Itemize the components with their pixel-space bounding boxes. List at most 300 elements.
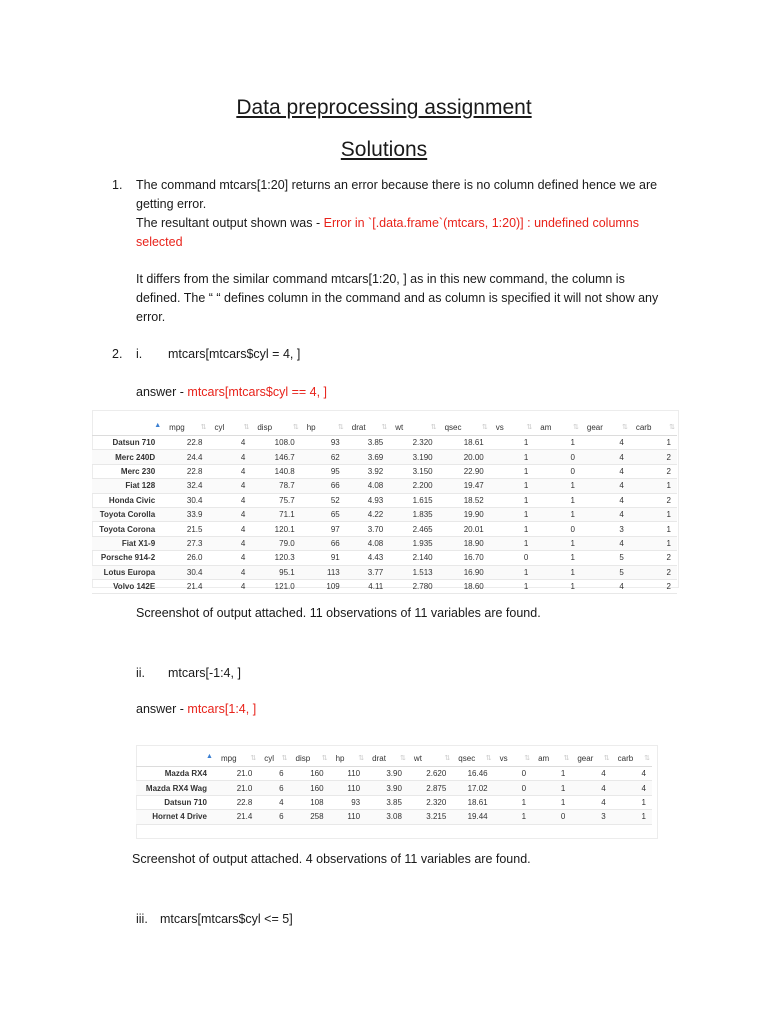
table1 — [92, 419, 677, 594]
table-cell-carb: 2 — [630, 579, 677, 593]
table-cell-disp: 95.1 — [251, 565, 300, 579]
table1-header-wt[interactable] — [389, 419, 438, 436]
q2-ii-command: mtcars[-1:4, ] — [168, 666, 241, 680]
table-cell-gear: 4 — [581, 479, 630, 493]
table-row — [92, 536, 677, 550]
table-cell-qsec: 19.44 — [452, 810, 493, 824]
q1-error-message-cont: selected — [136, 235, 183, 249]
table-cell-wt: 1.513 — [389, 565, 438, 579]
table2-header-label: carb — [617, 753, 634, 763]
sort-icon: ⇅ — [337, 424, 344, 431]
table-cell-cyl: 4 — [208, 450, 251, 464]
table2-header-vs[interactable] — [494, 750, 532, 767]
table-row — [136, 795, 652, 809]
table1-header-carb[interactable] — [630, 419, 677, 436]
table-cell-cyl: 4 — [208, 522, 251, 536]
table-cell-drat: 3.69 — [346, 450, 390, 464]
table-cell-am: 1 — [532, 795, 571, 809]
table2-header-drat[interactable] — [366, 750, 408, 767]
row-name: Volvo 142E — [92, 579, 163, 593]
table-cell-vs: 1 — [490, 579, 535, 593]
table-cell-qsec: 20.01 — [439, 522, 490, 536]
table-cell-mpg: 21.4 — [163, 579, 208, 593]
table-cell-wt: 2.780 — [389, 579, 438, 593]
table-cell-am: 1 — [534, 436, 581, 450]
table1-body — [92, 436, 677, 594]
table2-header-label: hp — [335, 753, 345, 763]
table-cell-carb: 1 — [612, 810, 652, 824]
table-cell-hp: 93 — [301, 436, 346, 450]
table-cell-vs: 1 — [490, 493, 535, 507]
table-cell-cyl: 4 — [208, 464, 251, 478]
table-cell-mpg: 22.8 — [163, 464, 208, 478]
table-cell-wt: 1.835 — [389, 507, 438, 521]
table-cell-am: 1 — [534, 565, 581, 579]
table-cell-qsec: 20.00 — [439, 450, 490, 464]
table-cell-disp: 108 — [290, 795, 330, 809]
table-cell-vs: 1 — [490, 436, 535, 450]
page-title: Data preprocessing assignment — [236, 96, 532, 119]
table-cell-wt: 3.190 — [389, 450, 438, 464]
table-cell-qsec: 18.61 — [439, 436, 490, 450]
q1-diff-line3: error. — [136, 310, 166, 324]
table2-header-cyl[interactable] — [258, 750, 289, 767]
table2-header-mpg[interactable] — [215, 750, 258, 767]
sort-icon: ⇅ — [644, 755, 650, 762]
table-cell-drat: 4.93 — [346, 493, 390, 507]
table1-header-qsec[interactable] — [439, 419, 490, 436]
table-cell-disp: 75.7 — [251, 493, 300, 507]
table-cell-cyl: 4 — [208, 436, 251, 450]
table-cell-mpg: 21.0 — [215, 781, 258, 795]
table-cell-disp: 160 — [290, 767, 330, 781]
table-cell-wt: 1.615 — [389, 493, 438, 507]
table-cell-wt: 2.620 — [408, 767, 452, 781]
table-cell-drat: 3.90 — [366, 781, 408, 795]
row-name: Porsche 914-2 — [92, 551, 163, 565]
table1-header-label: qsec — [444, 422, 462, 432]
table-cell-wt: 3.215 — [408, 810, 452, 824]
table-cell-am: 1 — [534, 493, 581, 507]
q1-number: 1. — [112, 178, 123, 192]
table2-header-label: wt — [413, 753, 422, 763]
table1-header-disp[interactable] — [251, 419, 300, 436]
table-cell-drat: 4.22 — [346, 507, 390, 521]
table1-header-label: am — [540, 422, 552, 432]
table-cell-gear: 4 — [571, 781, 611, 795]
table-cell-vs: 0 — [490, 551, 535, 565]
table-cell-disp: 108.0 — [251, 436, 300, 450]
table1-header-label: drat — [351, 422, 366, 432]
table-cell-mpg: 30.4 — [163, 565, 208, 579]
table-cell-mpg: 24.4 — [163, 450, 208, 464]
q1-output-line — [136, 214, 696, 233]
row-name: Fiat 128 — [92, 479, 163, 493]
table1-header-am[interactable] — [534, 419, 581, 436]
table1-header-label: carb — [635, 422, 652, 432]
table-cell-vs: 1 — [494, 795, 532, 809]
sort-icon: ⇅ — [524, 755, 531, 762]
table-cell-qsec: 19.47 — [439, 479, 490, 493]
table2-header-label: disp — [295, 753, 311, 763]
table-cell-cyl: 4 — [208, 565, 251, 579]
row-name: Datsun 710 — [92, 436, 163, 450]
sort-ascending-icon: ▲ — [206, 753, 213, 760]
sort-icon: ⇅ — [603, 755, 610, 762]
table1-header-mpg[interactable] — [163, 419, 208, 436]
table-cell-gear: 5 — [581, 565, 630, 579]
table2-header-am[interactable] — [532, 750, 571, 767]
table-cell-am: 1 — [532, 767, 571, 781]
table2-header-label: cyl — [264, 753, 275, 763]
table-row — [92, 450, 677, 464]
table-cell-gear: 4 — [581, 493, 630, 507]
table-cell-qsec: 22.90 — [439, 464, 490, 478]
q2-ii-label: ii. — [136, 666, 146, 680]
table-cell-vs: 1 — [490, 479, 535, 493]
table-cell-qsec: 16.70 — [439, 551, 490, 565]
table-cell-qsec: 17.02 — [452, 781, 493, 795]
table-cell-mpg: 21.4 — [215, 810, 258, 824]
table-cell-qsec: 16.46 — [452, 767, 493, 781]
sort-icon: ⇅ — [621, 424, 628, 431]
sort-icon: ⇅ — [243, 424, 250, 431]
row-name: Honda Civic — [92, 493, 163, 507]
table-cell-gear: 4 — [581, 579, 630, 593]
table-cell-gear: 3 — [571, 810, 611, 824]
table-cell-carb: 2 — [630, 450, 677, 464]
table-cell-mpg: 21.5 — [163, 522, 208, 536]
table-cell-am: 1 — [534, 507, 581, 521]
table-cell-drat: 4.11 — [346, 579, 390, 593]
table-cell-hp: 93 — [330, 795, 367, 809]
table-cell-qsec: 18.90 — [439, 536, 490, 550]
sort-icon: ⇅ — [444, 755, 451, 762]
q1-difference — [136, 270, 696, 327]
table2-header-row — [136, 750, 652, 767]
table-cell-hp: 65 — [301, 507, 346, 521]
table-cell-mpg: 27.3 — [163, 536, 208, 550]
table-cell-cyl: 6 — [258, 781, 289, 795]
table-cell-am: 1 — [532, 781, 571, 795]
table-row — [92, 436, 677, 450]
table1-header-drat[interactable] — [346, 419, 390, 436]
table-row — [92, 551, 677, 565]
table-cell-wt: 2.875 — [408, 781, 452, 795]
row-name: Merc 230 — [92, 464, 163, 478]
table-cell-mpg: 21.0 — [215, 767, 258, 781]
table-cell-am: 0 — [532, 810, 571, 824]
q2-ii-answer — [136, 700, 696, 719]
table-cell-hp: 110 — [330, 781, 367, 795]
q2-i-command: mtcars[mtcars$cyl = 4, ] — [168, 347, 301, 361]
table2-header-label: qsec — [458, 753, 476, 763]
table-cell-vs: 1 — [490, 565, 535, 579]
table-cell-hp: 52 — [301, 493, 346, 507]
sort-icon: ⇅ — [669, 424, 675, 431]
table1-header-row — [92, 419, 677, 436]
table-cell-carb: 1 — [630, 507, 677, 521]
table-cell-mpg: 22.8 — [215, 795, 258, 809]
table-cell-carb: 2 — [630, 464, 677, 478]
table-cell-am: 0 — [534, 522, 581, 536]
table-cell-cyl: 4 — [208, 479, 251, 493]
table-row — [92, 522, 677, 536]
table-cell-am: 0 — [534, 464, 581, 478]
table-cell-hp: 91 — [301, 551, 346, 565]
table-cell-am: 0 — [534, 450, 581, 464]
table-cell-drat: 3.08 — [366, 810, 408, 824]
sort-icon: ⇅ — [430, 424, 437, 431]
table-cell-am: 1 — [534, 551, 581, 565]
table-cell-vs: 1 — [490, 507, 535, 521]
sort-ascending-icon: ▲ — [154, 422, 162, 429]
table-cell-hp: 95 — [301, 464, 346, 478]
table-cell-hp: 62 — [301, 450, 346, 464]
table-cell-vs: 1 — [490, 536, 535, 550]
table2-rowname-header[interactable] — [136, 750, 215, 767]
table1-header-label: mpg — [169, 422, 185, 432]
sort-icon: ⇅ — [573, 424, 579, 431]
sort-icon: ⇅ — [281, 755, 288, 762]
table-cell-gear: 3 — [581, 522, 630, 536]
q2-i-answer — [136, 383, 696, 402]
table-cell-disp: 78.7 — [251, 479, 300, 493]
table1-header-cyl[interactable] — [208, 419, 251, 436]
table1-header-hp[interactable] — [301, 419, 346, 436]
table-cell-carb: 1 — [630, 536, 677, 550]
table2-header-qsec[interactable] — [452, 750, 493, 767]
table-row — [92, 464, 677, 478]
table-row — [136, 767, 652, 781]
table-cell-wt: 2.320 — [389, 436, 438, 450]
table-cell-gear: 4 — [571, 767, 611, 781]
q2-ii-caption: Screenshot of output attached. 4 observations of 11 variables are found. — [132, 852, 531, 866]
sort-icon: ⇅ — [292, 424, 299, 431]
q2-ii-answer-prefix: answer - — [136, 702, 188, 716]
table-cell-drat: 3.77 — [346, 565, 390, 579]
sort-icon: ⇅ — [321, 755, 328, 762]
table-row — [136, 781, 652, 795]
table-cell-cyl: 4 — [208, 551, 251, 565]
table-cell-mpg: 32.4 — [163, 479, 208, 493]
table-cell-disp: 120.3 — [251, 551, 300, 565]
table-cell-mpg: 30.4 — [163, 493, 208, 507]
table-row — [92, 579, 677, 593]
table-cell-disp: 146.7 — [251, 450, 300, 464]
table-cell-drat: 4.08 — [346, 479, 390, 493]
q2-iii-command: mtcars[mtcars$cyl <= 5] — [160, 912, 293, 926]
q2-number: 2. — [112, 347, 123, 361]
table-cell-qsec: 16.90 — [439, 565, 490, 579]
table-cell-hp: 110 — [330, 810, 367, 824]
sort-icon: ⇅ — [250, 755, 257, 762]
table1-header-vs[interactable] — [490, 419, 535, 436]
table-cell-disp: 258 — [290, 810, 330, 824]
table-row — [92, 565, 677, 579]
table-row — [92, 493, 677, 507]
row-name: Hornet 4 Drive — [136, 810, 215, 824]
table-cell-carb: 2 — [630, 565, 677, 579]
table2-body — [136, 767, 652, 825]
table1-header-label: hp — [306, 422, 316, 432]
table-cell-hp: 66 — [301, 536, 346, 550]
table-cell-drat: 3.92 — [346, 464, 390, 478]
table-cell-am: 1 — [534, 536, 581, 550]
table-cell-vs: 0 — [494, 767, 532, 781]
table-cell-gear: 4 — [581, 450, 630, 464]
table-cell-cyl: 4 — [258, 795, 289, 809]
table2-header-wt[interactable] — [408, 750, 452, 767]
table-cell-carb: 4 — [612, 767, 652, 781]
table-cell-hp: 113 — [301, 565, 346, 579]
table-cell-hp: 66 — [301, 479, 346, 493]
row-name: Toyota Corolla — [92, 507, 163, 521]
table1-header-label: disp — [257, 422, 273, 432]
table2-header-label: gear — [577, 753, 594, 763]
row-name: Fiat X1-9 — [92, 536, 163, 550]
row-name: Toyota Corona — [92, 522, 163, 536]
sort-icon: ⇅ — [400, 755, 406, 762]
row-name: Merc 240D — [92, 450, 163, 464]
table1-header-label: vs — [495, 422, 504, 432]
table-cell-vs: 1 — [490, 522, 535, 536]
table-cell-gear: 4 — [581, 436, 630, 450]
q2-i-answer-code: mtcars[mtcars$cyl == 4, ] — [187, 385, 328, 399]
sort-icon: ⇅ — [485, 755, 492, 762]
table-cell-drat: 4.08 — [346, 536, 390, 550]
row-name: Lotus Europa — [92, 565, 163, 579]
q1-output-prefix: The resultant output shown was - — [136, 216, 324, 230]
table-cell-qsec: 18.61 — [452, 795, 493, 809]
table-cell-drat: 3.70 — [346, 522, 390, 536]
table-cell-disp: 71.1 — [251, 507, 300, 521]
table-cell-mpg: 33.9 — [163, 507, 208, 521]
table-cell-wt: 2.320 — [408, 795, 452, 809]
table-cell-gear: 4 — [571, 795, 611, 809]
table-cell-mpg: 22.8 — [163, 436, 208, 450]
table-cell-carb: 1 — [612, 795, 652, 809]
table-cell-vs: 1 — [490, 450, 535, 464]
table-cell-gear: 5 — [581, 551, 630, 565]
q1-error-message: Error in `[.data.frame`(mtcars, 1:20)] : undefined columns — [323, 216, 640, 230]
sort-icon: ⇅ — [358, 755, 365, 762]
q1-diff-line1: It differs from the similar command mtcars[1:20, ] as in this new command, the column is — [136, 272, 625, 286]
table-cell-drat: 4.43 — [346, 551, 390, 565]
table-cell-disp: 120.1 — [251, 522, 300, 536]
table2-header-disp[interactable] — [290, 750, 330, 767]
q1-line2: getting error. — [136, 197, 207, 211]
q2-i-answer-prefix: answer - — [136, 385, 188, 399]
table-cell-cyl: 6 — [258, 810, 289, 824]
table-cell-carb: 1 — [630, 522, 677, 536]
table2-header-label: am — [538, 753, 550, 763]
table-cell-qsec: 19.90 — [439, 507, 490, 521]
sort-icon: ⇅ — [381, 424, 388, 431]
table1-header-label: cyl — [214, 422, 225, 432]
q1-line1: The command mtcars[1:20] returns an error because there is no column defined hence we are — [136, 178, 658, 192]
row-name: Mazda RX4 Wag — [136, 781, 215, 795]
table-cell-am: 1 — [534, 579, 581, 593]
table-cell-disp: 140.8 — [251, 464, 300, 478]
table-cell-vs: 0 — [494, 781, 532, 795]
table1-header-label: gear — [586, 422, 603, 432]
table-cell-wt: 2.140 — [389, 551, 438, 565]
table-cell-hp: 97 — [301, 522, 346, 536]
table-cell-am: 1 — [534, 479, 581, 493]
table2 — [136, 750, 652, 825]
sort-icon: ⇅ — [563, 755, 570, 762]
table2-header-carb[interactable] — [612, 750, 652, 767]
table-cell-carb: 2 — [630, 551, 677, 565]
table-cell-carb: 1 — [630, 436, 677, 450]
sort-icon: ⇅ — [526, 424, 533, 431]
table-cell-qsec: 18.60 — [439, 579, 490, 593]
table-cell-hp: 110 — [330, 767, 367, 781]
table-cell-cyl: 4 — [208, 493, 251, 507]
table-cell-vs: 1 — [490, 464, 535, 478]
table-cell-disp: 79.0 — [251, 536, 300, 550]
table2-header-label: drat — [372, 753, 386, 763]
q2-ii-answer-code: mtcars[1:4, ] — [187, 702, 257, 716]
table-row — [92, 479, 677, 493]
table-cell-vs: 1 — [494, 810, 532, 824]
sort-icon: ⇅ — [200, 424, 207, 431]
table-cell-gear: 4 — [581, 507, 630, 521]
table-cell-cyl: 4 — [208, 579, 251, 593]
table-cell-gear: 4 — [581, 536, 630, 550]
table2-header-gear[interactable] — [571, 750, 611, 767]
sort-icon: ⇅ — [481, 424, 488, 431]
table-cell-drat: 3.90 — [366, 767, 408, 781]
table-cell-disp: 160 — [290, 781, 330, 795]
table-cell-carb: 1 — [630, 479, 677, 493]
table-cell-qsec: 18.52 — [439, 493, 490, 507]
table-cell-cyl: 4 — [208, 536, 251, 550]
table1-header-gear[interactable] — [581, 419, 630, 436]
table1-header-label: wt — [395, 422, 404, 432]
table-cell-wt: 2.465 — [389, 522, 438, 536]
table-cell-wt: 1.935 — [389, 536, 438, 550]
table-cell-hp: 109 — [301, 579, 346, 593]
table-cell-wt: 3.150 — [389, 464, 438, 478]
table-cell-cyl: 6 — [258, 767, 289, 781]
table-cell-carb: 2 — [630, 493, 677, 507]
table-cell-drat: 3.85 — [366, 795, 408, 809]
page-subtitle: Solutions — [340, 138, 428, 161]
table-cell-cyl: 4 — [208, 507, 251, 521]
table-row — [136, 810, 652, 824]
table2-header-label: mpg — [220, 753, 237, 763]
q2-i-label: i. — [136, 347, 143, 361]
table2-header-label: vs — [499, 753, 508, 763]
table1-rowname-header[interactable] — [92, 419, 163, 436]
table2-header-hp[interactable] — [330, 750, 367, 767]
q2-iii-label: iii. — [136, 912, 148, 926]
row-name: Mazda RX4 — [136, 767, 215, 781]
table-row — [92, 507, 677, 521]
row-name: Datsun 710 — [136, 795, 215, 809]
table-cell-wt: 2.200 — [389, 479, 438, 493]
table-cell-gear: 4 — [581, 464, 630, 478]
q1-diff-line2: defined. The “ “ defines column in the command and as column is specified it will not show any — [136, 291, 659, 305]
table-cell-drat: 3.85 — [346, 436, 390, 450]
table-cell-carb: 4 — [612, 781, 652, 795]
q1-text — [136, 176, 696, 252]
table-cell-mpg: 26.0 — [163, 551, 208, 565]
table-cell-disp: 121.0 — [251, 579, 300, 593]
q2-i-caption: Screenshot of output attached. 11 observations of 11 variables are found. — [136, 606, 541, 620]
